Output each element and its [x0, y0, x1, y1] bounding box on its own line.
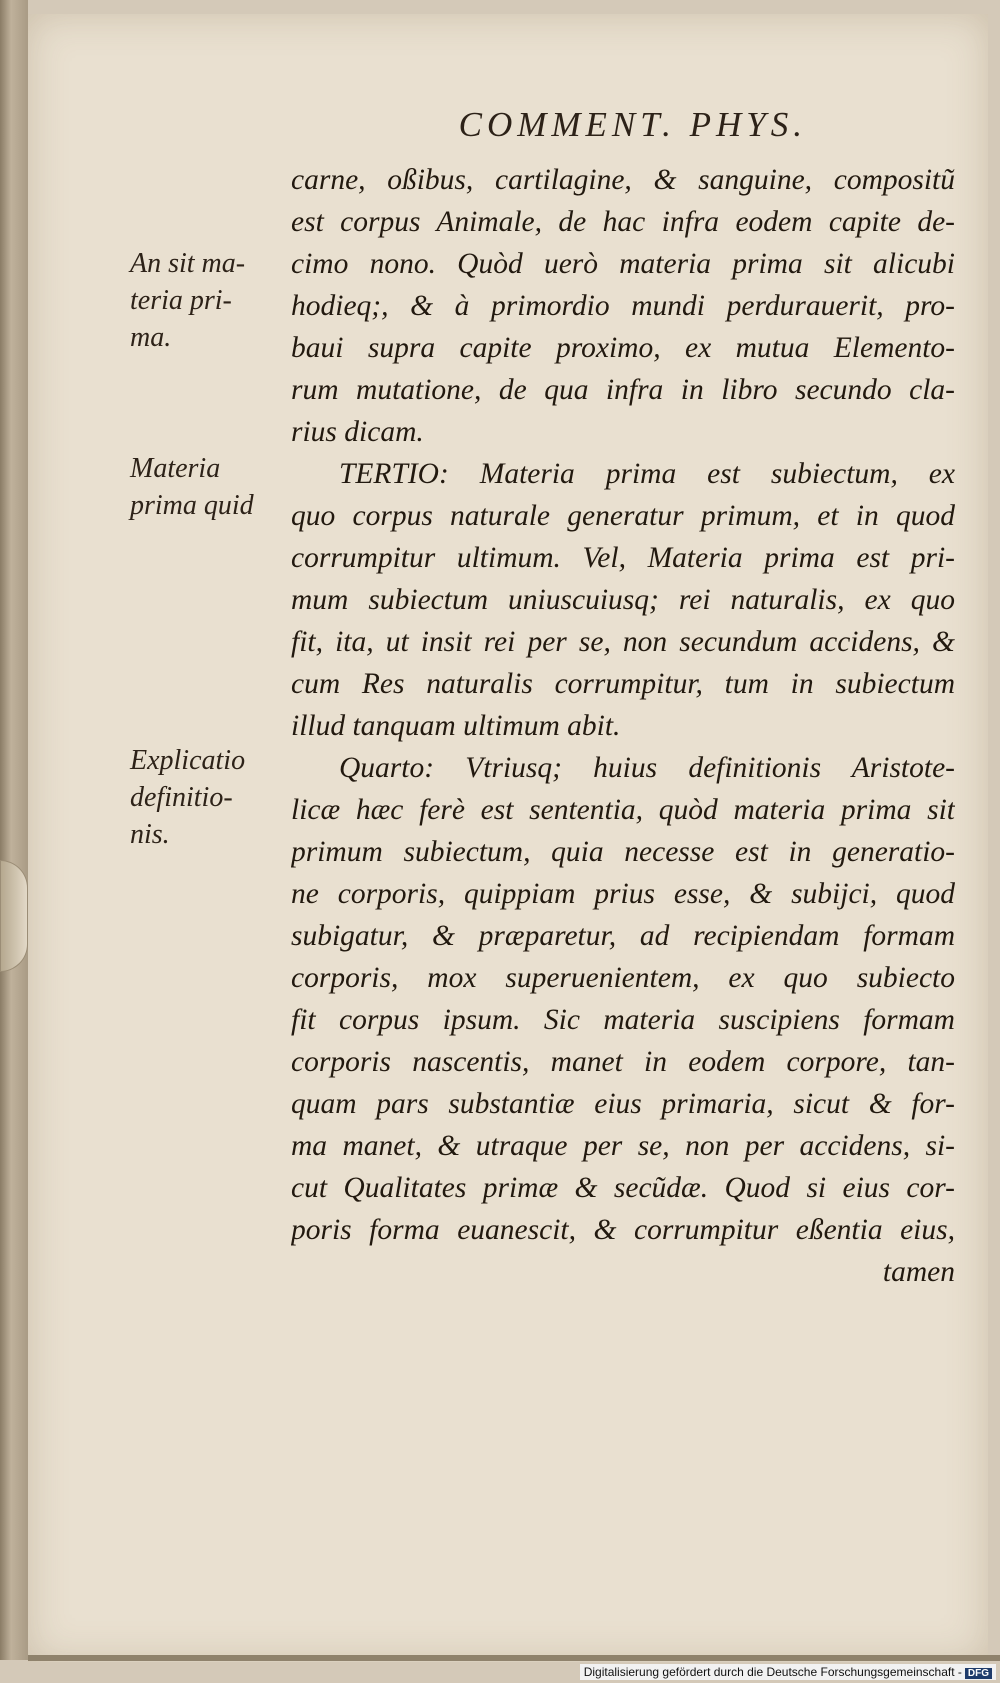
text-line: corporis, mox superuenientem, ex quo subiecto [291, 962, 955, 994]
text-line: hodieq;, & à primordio mundi perdurauerit, pro- [291, 290, 955, 322]
text-line: cimo nono. Quòd uerò materia prima sit alicubi [291, 248, 955, 280]
text-line: licæ hæc ferè est sententia, quòd materia prima sit [291, 794, 955, 826]
margin-note: Explicatio definitio- nis. [130, 745, 246, 850]
text-line: ma manet, & utraque per se, non per accidens, si- [291, 1130, 955, 1162]
text-line: subigatur, & præparetur, ad recipiendam formam [291, 920, 955, 952]
text-line: primum subiectum, quia necesse est in generatio- [291, 836, 955, 868]
text-line: rum mutatione, de qua infra in libro secundo cla- [291, 374, 955, 406]
text-line: poris forma euanescit, & corrumpitur eßentia eius, [291, 1214, 955, 1246]
text-line: fit, ita, ut insit rei per se, non secundum accidens, & [291, 626, 955, 658]
text-line: Quarto: Vtriusq; huius definitionis Aristote- [339, 752, 955, 784]
text-line: illud tanquam ultimum abit. [291, 710, 621, 742]
text-line: fit corpus ipsum. Sic materia suscipiens formam [291, 1004, 955, 1036]
text-line: carne, oßibus, cartilagine, & sanguine, compositũ [291, 164, 955, 196]
dfg-logo: DFG [965, 1668, 992, 1679]
margin-note: An sit ma- teria pri- ma. [130, 248, 246, 353]
running-title: COMMENT. PHYS. [458, 105, 807, 144]
text-line: mum subiectum uniuscuiusq; rei naturalis, ex quo [291, 584, 955, 616]
text-line: baui supra capite proximo, ex mutua Elemento- [291, 332, 955, 364]
page-bottom-edge [28, 1655, 1000, 1661]
digitization-credit [580, 1664, 996, 1680]
text-line: quam pars substantiæ eius primaria, sicut & for- [291, 1088, 955, 1120]
text-line: cum Res naturalis corrumpitur, tum in subiectum [291, 668, 955, 700]
text-line: ne corporis, quippiam prius esse, & subijci, quod [291, 878, 955, 910]
text-line: quo corpus naturale generatur primum, et in quod [291, 500, 955, 532]
text-line: rius dicam. [291, 416, 424, 448]
margin-note: Materia prima quid [130, 453, 254, 521]
text-line: TERTIO: Materia prima est subiectum, ex [339, 458, 955, 490]
text-line: corrumpitur ultimum. Vel, Materia prima est pri- [291, 542, 955, 574]
book-spine-edge [0, 0, 28, 1660]
credit-text: Digitalisierung gefördert durch die Deutsche Forschungsgemeinschaft - [583, 1665, 962, 1679]
text-line: cut Qualitates primæ & secũdæ. Quod si eius cor- [291, 1172, 955, 1204]
text-line: corporis nascentis, manet in eodem corpore, tan- [291, 1046, 955, 1078]
book-clasp [0, 860, 28, 972]
catchword: tamen [882, 1256, 955, 1288]
text-line: est corpus Animale, de hac infra eodem capite de- [291, 206, 955, 238]
